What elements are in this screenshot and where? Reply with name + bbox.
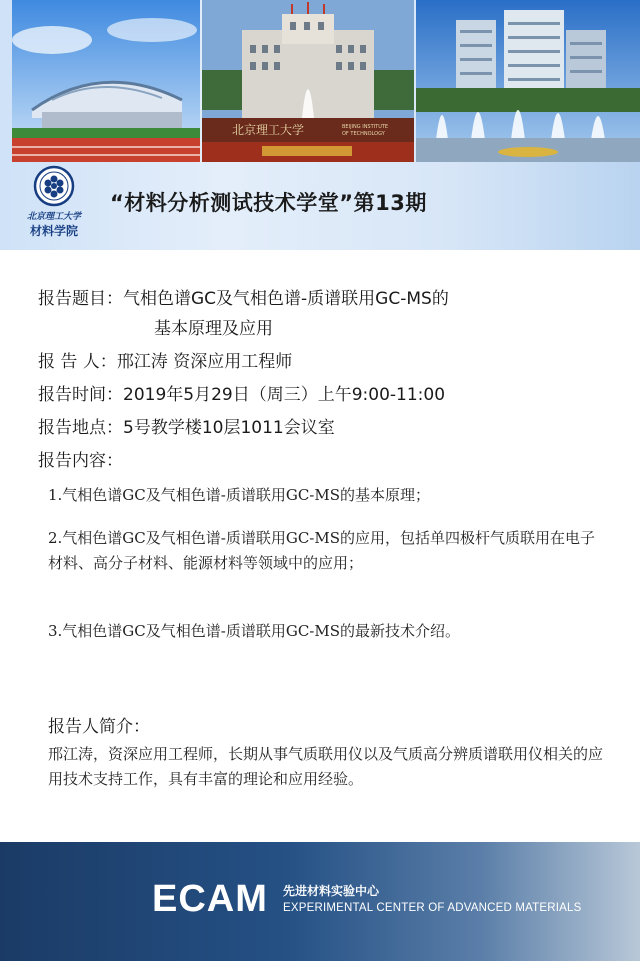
ecam-logo: ECAM (152, 878, 268, 920)
fountain-tower-photo (416, 0, 640, 162)
topic-value-line2: 基本原理及应用 (154, 319, 273, 339)
topic-label: 报告题目： (38, 289, 123, 309)
time-label: 报告时间： (38, 385, 123, 405)
content-item: 3.气相色谱GC及气相色谱-质谱联用GC-MS的最新技术介绍。 (48, 622, 461, 640)
place-row (38, 417, 335, 439)
topic-row (38, 288, 449, 310)
bit-emblem-icon (32, 165, 76, 207)
bio-text: 邢江涛，资深应用工程师，长期从事气质联用仪以及气质高分辨质谱联用仪相关的应用技术支持工作，具有丰富的理论和应用经验。 (48, 745, 604, 788)
logo-school-name: 材料学院 (29, 224, 78, 238)
content-item: 2.气相色谱GC及气相色谱-质谱联用GC-MS的应用，包括单四极杆气质联用在电子材料、高分子材料、能源材料等领域中的应用； (48, 529, 596, 572)
topic-value: 气相色谱GC及气相色谱-质谱联用GC-MS的 (123, 289, 449, 309)
main-building-photo (202, 0, 414, 162)
place-value: 5号教学楼10层1011会议室 (123, 418, 335, 438)
bio-label: 报告人简介： (48, 717, 150, 737)
stadium-photo (12, 0, 200, 162)
speaker-row (38, 351, 292, 373)
center-name-en: EXPERIMENTAL CENTER OF ADVANCED MATERIALS (283, 902, 582, 914)
place-label: 报告地点： (38, 418, 123, 438)
speaker-label: 报 告 人： (38, 352, 117, 372)
page-title: “材料分析测试技术学堂”第13期 (110, 191, 427, 215)
speaker-value: 邢江涛 资深应用工程师 (116, 352, 293, 372)
svg-text:BEIJING INSTITUTE: BEIJING INSTITUTE (342, 124, 389, 130)
header-banner (0, 0, 640, 250)
footer-banner (0, 842, 640, 961)
content-item: 1.气相色谱GC及气相色谱-质谱联用GC-MS的基本原理； (48, 486, 431, 504)
logo-university-name: 北京理工大学 (26, 212, 81, 222)
school-logo (12, 165, 96, 245)
center-name-cn: 先进材料实验中心 (283, 884, 380, 898)
svg-text:OF TECHNOLOGY: OF TECHNOLOGY (342, 131, 385, 137)
time-row (38, 384, 445, 406)
time-value: 2019年5月29日（周三）上午9:00-11:00 (123, 385, 446, 405)
content-label: 报告内容： (38, 451, 123, 471)
svg-text:北京理工大学: 北京理工大学 (232, 123, 305, 137)
